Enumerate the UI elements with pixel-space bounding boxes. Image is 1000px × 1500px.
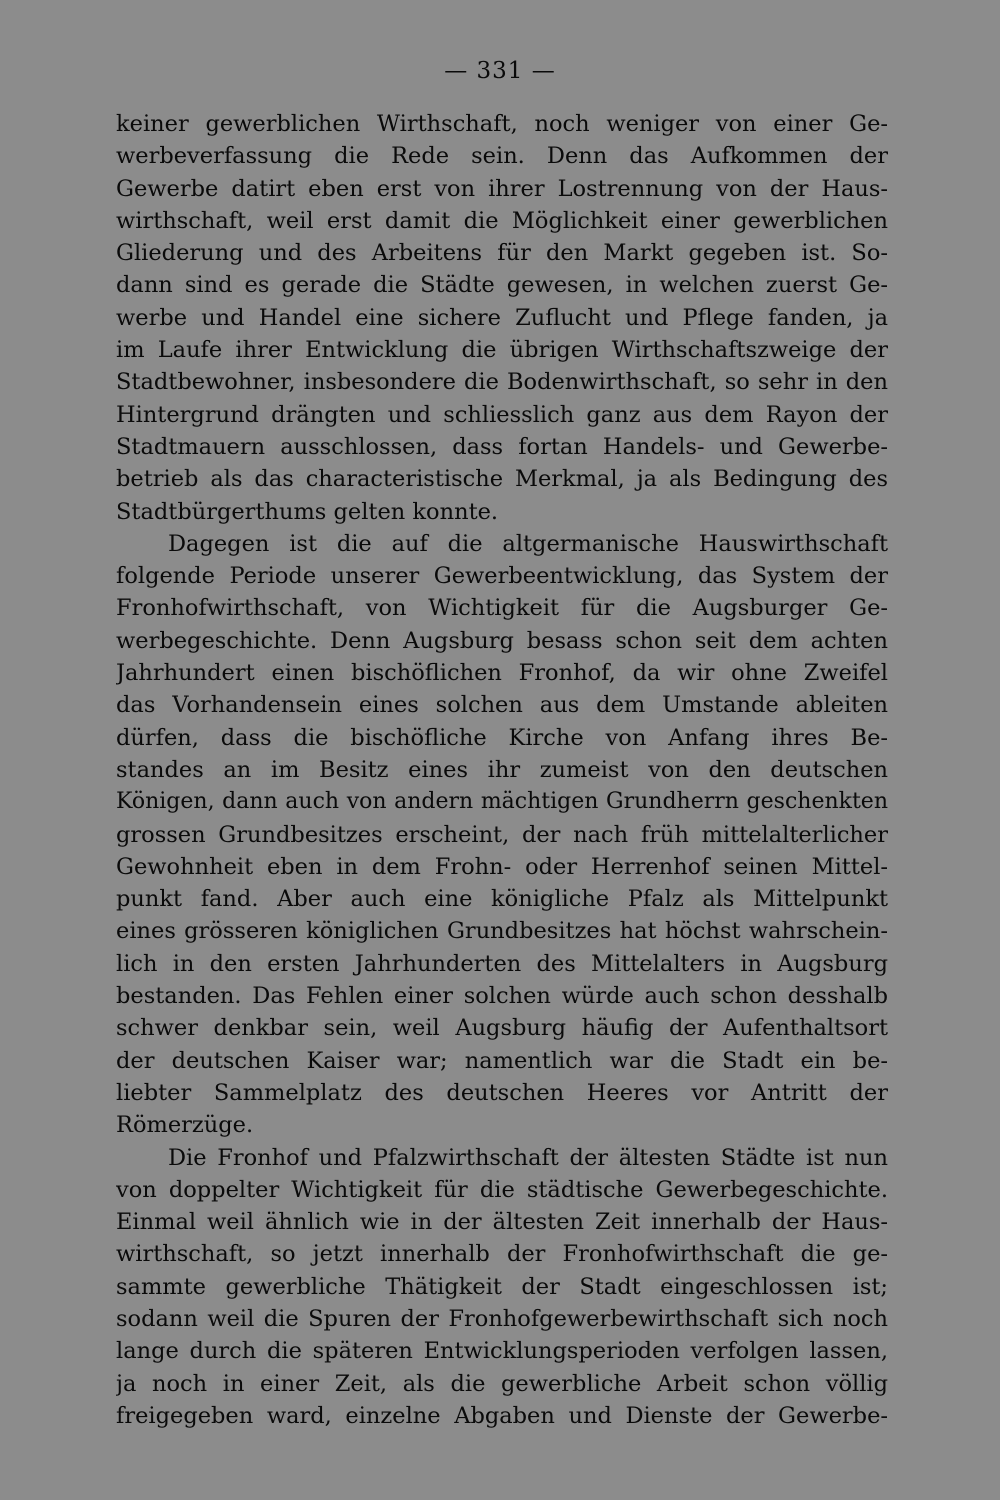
- text-line: Hintergrund drängten und schliesslich ganz aus dem Rayon der: [116, 401, 888, 428]
- text-line: Jahrhundert einen bischöflichen Fronhof, da wir ohne Zweifel: [116, 660, 888, 687]
- text-line: liebter Sammelplatz des deutschen Heeres vor Antritt der: [116, 1079, 888, 1106]
- text-line: standes an im Besitz eines ihr zumeist von den deutschen: [116, 756, 888, 783]
- text-line: folgende Periode unserer Gewerbeentwicklung, das System der: [116, 563, 888, 590]
- text-line: Königen, dann auch von andern mächtigen Grundherrn geschenkten: [116, 789, 888, 815]
- body-text: [116, 108, 888, 1432]
- text-line: Stadtbürgerthums gelten konnte.: [116, 498, 499, 525]
- page-number: — 331 —: [444, 58, 556, 84]
- text-line: Stadtmauern ausschlossen, dass fortan Handels- und Gewerbe-: [116, 433, 888, 460]
- text-line: Stadtbewohner, insbesondere die Bodenwirthschaft, so sehr in den: [116, 369, 888, 396]
- text-line: der deutschen Kaiser war; namentlich war die Stadt ein be-: [116, 1047, 888, 1074]
- text-line: punkt fand. Aber auch eine königliche Pfalz als Mittelpunkt: [116, 886, 888, 913]
- text-line: werbeverfassung die Rede sein. Denn das Aufkommen der: [116, 143, 888, 170]
- text-line: Gewohnheit eben in dem Frohn- oder Herrenhof seinen Mittel-: [116, 853, 888, 880]
- text-line: Gliederung und des Arbeitens für den Markt gegeben ist. So-: [116, 240, 888, 267]
- text-line: ja noch in einer Zeit, als die gewerbliche Arbeit schon völlig: [116, 1370, 888, 1397]
- text-line: sammte gewerbliche Thätigkeit der Stadt eingeschlossen ist;: [116, 1273, 888, 1300]
- text-line: Römerzüge.: [116, 1112, 254, 1139]
- text-line: grossen Grundbesitzes erscheint, der nach früh mittelalterlicher: [116, 821, 888, 848]
- text-line: sodann weil die Spuren der Fronhofgewerbewirthschaft sich noch: [116, 1305, 888, 1332]
- text-line: werbegeschichte. Denn Augsburg besass schon seit dem achten: [116, 627, 888, 654]
- text-line: Fronhofwirthschaft, von Wichtigkeit für die Augsburger Ge-: [116, 595, 888, 622]
- text-line: eines grösseren königlichen Grundbesitzes hat höchst wahrschein-: [116, 918, 888, 945]
- text-line: bestanden. Das Fehlen einer solchen würde auch schon desshalb: [116, 983, 888, 1010]
- text-line: keiner gewerblichen Wirthschaft, noch weniger von einer Ge-: [116, 111, 888, 137]
- text-line: betrieb als das characteristische Merkmal, ja als Bedingung des: [116, 466, 888, 493]
- text-line: das Vorhandensein eines solchen aus dem Umstande ableiten: [116, 692, 888, 719]
- text-line: werbe und Handel eine sichere Zuflucht und Pflege fanden, ja: [116, 304, 888, 331]
- text-line: von doppelter Wichtigkeit für die städtische Gewerbegeschichte.: [116, 1176, 888, 1203]
- text-line: lich in den ersten Jahrhunderten des Mittelalters in Augsburg: [116, 950, 888, 977]
- text-line: schwer denkbar sein, weil Augsburg häufig der Aufenthaltsort: [116, 1015, 888, 1042]
- text-line: Dagegen ist die auf die altgermanische Hauswirthschaft: [168, 530, 888, 557]
- text-line: wirthschaft, weil erst damit die Möglichkeit einer gewerblichen: [116, 207, 888, 234]
- text-line: dürfen, dass die bischöfliche Kirche von Anfang ihres Be-: [116, 724, 888, 751]
- text-line: Gewerbe datirt eben erst von ihrer Lostrennung von der Haus-: [116, 175, 888, 202]
- text-line: freigegeben ward, einzelne Abgaben und Dienste der Gewerbe-: [116, 1402, 888, 1429]
- text-line: wirthschaft, so jetzt innerhalb der Fronhofwirthschaft die ge-: [116, 1241, 888, 1268]
- text-line: Einmal weil ähnlich wie in der ältesten Zeit innerhalb der Haus-: [116, 1209, 888, 1236]
- text-line: lange durch die späteren Entwicklungsperioden verfolgen lassen,: [116, 1338, 888, 1365]
- text-line: im Laufe ihrer Entwicklung die übrigen Wirthschaftszweige der: [116, 337, 888, 364]
- text-line: Die Fronhof und Pfalzwirthschaft der ältesten Städte ist nun: [168, 1144, 888, 1171]
- text-line: dann sind es gerade die Städte gewesen, in welchen zuerst Ge-: [116, 272, 888, 299]
